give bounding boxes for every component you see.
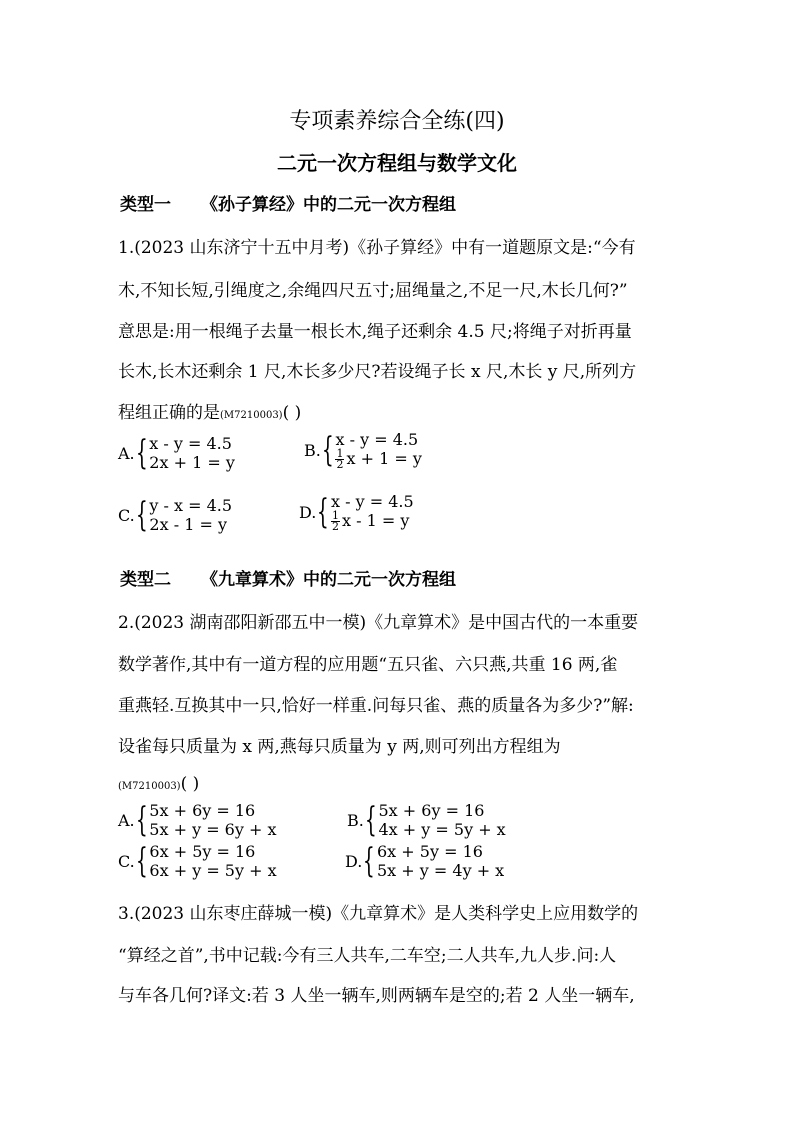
section-heading-2: [120, 565, 456, 590]
q2-line: 重燕轻.互换其中一只,恰好一样重.问每只雀、燕的质量各为多少?”解:: [118, 696, 634, 716]
equation: 4x + y = 5y + x: [378, 820, 506, 839]
q2-line-code: [118, 774, 199, 794]
equation-with-fraction: $\frac{1}{2}$ x - 1 = y: [331, 509, 410, 533]
q2-option-a: [118, 801, 277, 839]
section-name: 《孙子算经》中的二元一次方程组: [201, 195, 456, 215]
equation: 5x + y = 6y + x: [149, 820, 277, 839]
q3-line: 3.(2023 山东枣庄薛城一模)《九章算术》是人类科学史上应用数学的: [118, 904, 639, 924]
equation: 5x + 6y = 16: [378, 801, 485, 820]
brace: {: [364, 800, 377, 840]
q1-option-c: [118, 496, 232, 534]
option-label: B.: [347, 810, 364, 830]
section-label: 类型一: [120, 195, 171, 215]
brace: {: [317, 492, 330, 532]
q1-option-d: [299, 492, 414, 532]
q1-answer-paren: ( ): [282, 403, 302, 423]
section-name: 《九章算术》中的二元一次方程组: [201, 570, 456, 590]
equation: x - y = 4.5: [335, 430, 419, 449]
option-label: A.: [118, 810, 135, 830]
option-label: C.: [118, 505, 135, 525]
equation: 2x - 1 = y: [149, 515, 227, 534]
brace: {: [135, 433, 148, 473]
q2-option-d: [345, 842, 504, 880]
option-label: B.: [304, 440, 321, 460]
equation: 6x + 5y = 16: [149, 842, 256, 861]
q1-line-last: [118, 398, 301, 423]
option-label: D.: [345, 851, 363, 871]
fraction: $\frac{1}{2}$: [331, 509, 339, 533]
equation: y - x = 4.5: [149, 496, 233, 515]
option-label: D.: [299, 502, 317, 522]
q1-option-a: [118, 434, 235, 472]
fraction: $\frac{1}{2}$: [336, 447, 344, 471]
q2-answer-paren: ( ): [180, 774, 200, 794]
q1-line-text: 程组正确的是: [118, 403, 220, 423]
q2-code: (M7210003): [118, 781, 181, 792]
q1-code: (M7210003): [220, 410, 283, 421]
q3-line: “算经之首”,书中记载:今有三人共车,二车空;二人共车,九人步.问:人: [118, 946, 617, 966]
brace: {: [135, 841, 148, 881]
q3-line: 与车各几何?译文:若 3 人坐一辆车,则两辆车是空的;若 2 人坐一辆车,: [118, 986, 635, 1006]
page-title: 专项素养综合全练(四): [289, 109, 505, 134]
brace: {: [135, 800, 148, 840]
brace: {: [321, 430, 334, 470]
page-subtitle: 二元一次方程组与数学文化: [277, 151, 517, 175]
equation: x - y = 4.5: [149, 434, 232, 453]
section-label: 类型二: [120, 570, 171, 590]
q2-line: 2.(2023 湖南邵阳新邵五中一模)《九章算术》是中国古代的一本重要: [118, 613, 639, 633]
q1-line: 1.(2023 山东济宁十五中月考)《孙子算经》中有一道题原文是:“今有: [118, 238, 636, 258]
equation: 5x + 6y = 16: [149, 801, 256, 820]
equation: 5x + y = 4y + x: [376, 861, 505, 880]
q1-line: 长木,长木还剩余 1 尺,木长多少尺?若设绳子长 x 尺,木长 y 尺,所列方: [118, 362, 637, 382]
equation: 2x + 1 = y: [149, 453, 235, 472]
equation-with-fraction: $\frac{1}{2}$ x + 1 = y: [336, 447, 422, 471]
brace: {: [363, 841, 376, 881]
section-heading-1: [120, 190, 456, 215]
equation: x - y = 4.5: [330, 492, 414, 511]
equation: 6x + 5y = 16: [376, 842, 483, 861]
q2-line: 数学著作,其中有一道方程的应用题“五只雀、六只燕,共重 16 两,雀: [118, 655, 618, 675]
q2-option-c: [118, 842, 277, 880]
option-label: C.: [118, 851, 135, 871]
option-label: A.: [118, 443, 135, 463]
q1-option-b: [304, 430, 422, 470]
q2-option-b: [347, 801, 506, 839]
brace: {: [135, 495, 148, 535]
q1-line: 意思是:用一根绳子去量一根长木,绳子还剩余 4.5 尺;将绳子对折再量: [118, 322, 632, 342]
q2-line: 设雀每只质量为 x 两,燕每只质量为 y 两,则可列出方程组为: [118, 737, 561, 757]
q1-line: 木,不知长短,引绳度之,余绳四尺五寸;屈绳量之,不足一尺,木长几何?”: [118, 281, 628, 301]
equation: 6x + y = 5y + x: [149, 861, 277, 880]
